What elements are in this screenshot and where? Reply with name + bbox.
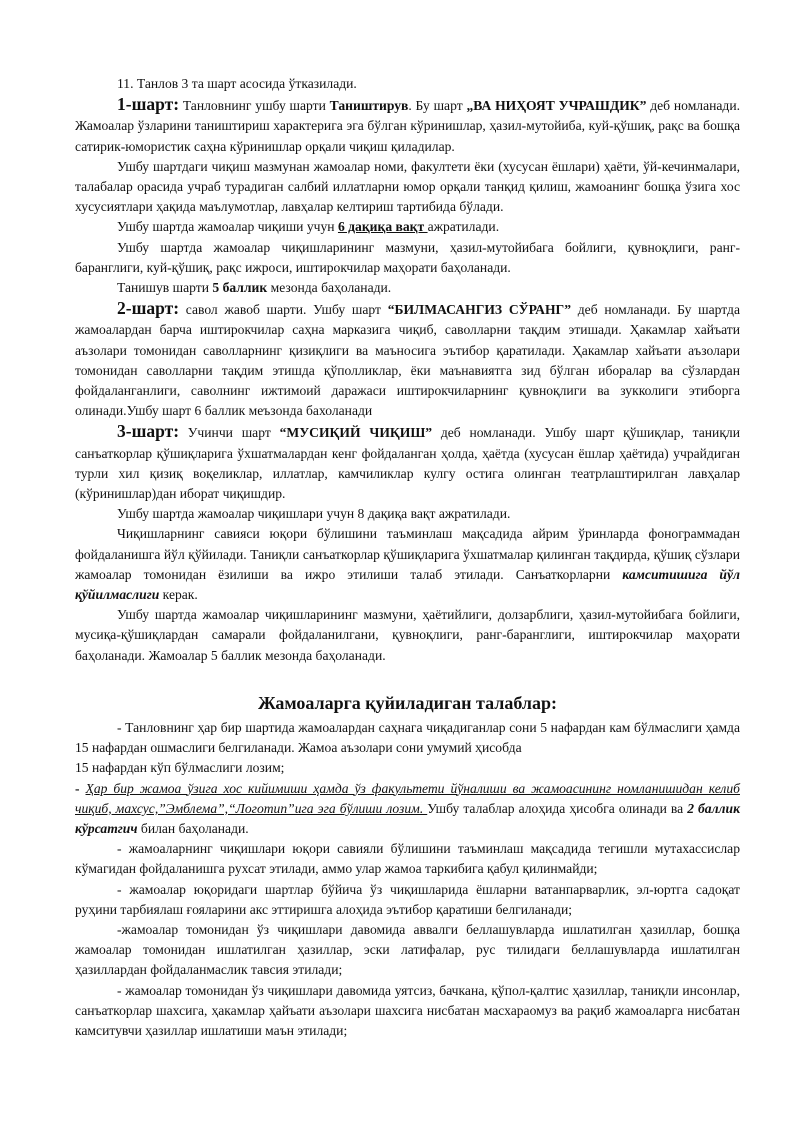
text-run: Танловнинг ушбу шарти — [179, 98, 330, 114]
text-run: савол жавоб шарти. Ушбу шарт — [179, 302, 388, 318]
score-text: 2 баллик кўрсатгич — [75, 800, 740, 836]
requirement-2-paragraph — [75, 779, 740, 840]
condition-3-phonogram-paragraph — [75, 524, 740, 605]
condition-1-name: Таништирув — [329, 98, 409, 114]
text-run: Учинчи шарт — [179, 425, 280, 441]
text-run: деб номланади. Жамоалар ўзларини таништириш характерига эга бўлган кўринишлар, ҳазил-мутойиба, куй-қўшиқ, рақс ва бошқа сатирик-юмористик саҳна кўринишлар орқали чиқиш қиладилар. — [75, 98, 741, 154]
condition-3-heading: 3-шарт: — [117, 421, 180, 442]
condition-2-title: “БИЛМАСАНГИЗ СЎРАНГ” — [387, 302, 572, 318]
condition-1-title: „ВА НИҲОЯТ УЧРАШДИК” — [466, 98, 647, 114]
text-run: мезонда баҳоланади. — [267, 280, 392, 296]
requirement-6-paragraph: - жамоалар томонидан ўз чиқишлари давомида уятсиз, бачкана, қўпол-қалтис ҳазиллар, таниқли инсонлар, санъаткорлар шахсига, ҳакамлар ҳайъати аъзолари шахсига нисбатан масхараомуз ва рақиб жамоаларга нисбатан камситувчи ҳазиллар ишлатиши маън этилади; — [75, 982, 740, 1038]
text-run: Танишув шарти — [117, 280, 213, 296]
time-limit-text: 6 дақиқа вақт — [337, 219, 428, 235]
text-run: деб номланади. Бу шартда жамоалардан барча иштирокчилар саҳна марказига чиқиб, саволларни тақдим этишади. Ҳакамлар хайъати аъзолари томонидан саволларнинг қизиқлиги ва маъносига эътибор қаратилади. Ҳакамлар хайъати аъзолари томонидан саволларни тақдим этишда қўполликлар, ёки маънавиятга зид бўлган иборалар ва сўзлардан фойдаланганлиги, саволнинг ижтимоий даражаси иштирокчиларнинг қувноқлиги ва зукколиги этиборга олинади.Ушбу шарт 6 баллик меъзонда бахоланади — [75, 302, 741, 419]
condition-3-title: “МУСИҚИЙ ЧИҚИШ” — [279, 425, 433, 441]
requirements-title: Жамоаларга қуйиладиган талаблар: — [257, 692, 558, 713]
condition-1-heading: 1-шарт: — [117, 94, 180, 115]
condition-1-time-paragraph — [75, 217, 740, 237]
condition-1-paragraph — [75, 94, 740, 157]
requirement-4-paragraph: - жамоалар юқоридаги шартлар бўйича ўз чиқишларида ёшларни ватанпарварлик, эл-юртга садоқат руҳини тарбиялаш ғояларини акс эттиришга алоҳида эътибор қаратиши белгиланади; — [75, 881, 740, 917]
condition-2-heading: 2-шарт: — [117, 298, 180, 319]
intro-paragraph: 11. Танлов 3 та шарт асосида ўтказилади. — [117, 76, 357, 91]
text-run: деб номланади. Ушбу шарт қўшиқлар, таниқли санъаткорлар қўшиқларига ўхшатмалардан кенг фойдаланган ҳолда, ҳаётда (хусусан ёшлар ҳаётида) учрайдиган турли хил қизиқ воқеликлар, иллатлар, камчиликлар кулгу остига олинган театрлаштирилган лавҳалар (кўринишлар)дан иборат чиқишдир. — [75, 425, 740, 502]
text-run: билан баҳоланади. — [137, 820, 249, 836]
condition-3-paragraph — [75, 421, 740, 504]
requirement-1-continuation: 15 нафардан кўп бўлмаслиги лозим; — [75, 760, 285, 776]
requirement-3-paragraph: - жамоаларнинг чиқишлари юқори савияли бўлишини таъминлаш мақсадида тегишли мутахассислар кўмагидан фойдаланишга рухсат этилади, аммо улар жамоа таркибига қабул қилинмайди; — [75, 841, 740, 877]
text-run: Чиқишларнинг савияси юқори бўлишини таъминлаш мақсадида айрим ўринларда фонограммадан фойдаланишга йўл қўйилади. Таниқли санъаткорлар қўшиқларига ўхшатмалар қилинган тақдирда, қўшиқ сўзлари жамоалар томонидан ёзилиши ва ижро этилиши талаб этилади. Санъаткорларни — [75, 526, 740, 582]
condition-1-criteria-paragraph: Ушбу шартда жамоалар чиқишларининг мазмуни, ҳазил-мутойибага бойлиги, қувноқлиги, ранг-баранглиги, куй-қўшиқ, рақс ижроси, иштирокчилар маҳорати баҳоланади. — [75, 239, 740, 275]
text-run: . Бу шарт — [408, 98, 467, 114]
condition-1-content-paragraph: Ушбу шартдаги чиқиш мазмунан жамоалар номи, факултети ёки (хусусан ёшлари) ҳаёти, ўй-кечинмалари, талабалар орасида учраб турадиган салбий иллатларни юмор орқали танқид қилиш, жамоанинг бошқа ўзига хос хусусиятлари ҳақида маълумотлар, лавҳалар келтириш тартибида бўлади. — [75, 158, 740, 215]
emphasis-text: камситишига йўл қўйилмаслиги — [75, 566, 740, 603]
condition-3-time-paragraph: Ушбу шартда жамоалар чиқишлари учун 8 дақиқа вақт ажратилади. — [117, 506, 511, 522]
condition-1-score-paragraph — [75, 278, 740, 298]
text-run: Ушбу шартда жамоалар чиқиши учун — [117, 219, 338, 235]
text-run: керак. — [159, 587, 198, 603]
condition-3-criteria-paragraph: Ушбу шартда жамоалар чиқишларининг мазмуни, ҳаётийлиги, долзарблиги, ҳазил-мутойибага бойлиги, мусиқа-қўшиқлардан самарали фойдаланилгани, қувноқлиги, ранг-баранглиги, иштирокчилар маҳорати баҳоланади. Жамоалар 5 баллик мезонда баҳоланади. — [75, 607, 740, 663]
text-run: ажратилади. — [427, 219, 500, 235]
score-text: 5 баллик — [212, 280, 268, 296]
requirement-5-paragraph: -жамоалар томонидан ўз чиқишлари давомида аввалги беллашувларда ишлатилган ҳазиллар, бошқа жамоалар томонидан ишлатилган ҳазиллар, эски латифалар, рус тилидаги беллашувларда ишлатилган ҳазиллардан фойдаланмаслик тавсия этилади; — [75, 921, 740, 978]
requirement-1-paragraph: - Танловнинг ҳар бир шартида жамоалардан саҳнага чиқадиганлар сони 5 нафардан кам бўлмаслиги ҳамда 15 нафардан ошмаслиги белгиланади. Жамоа аъзолари сони умумий ҳисобда — [75, 719, 740, 756]
text-run: Ушбу талаблар алоҳида ҳисобга олинади ва — [427, 800, 688, 816]
underlined-requirement: Ҳар бир жамоа ўзига хос кийимиши ҳамда ўз факультети йўналиши ва жамоасининг номланишидан келиб чиқиб, махсус,”Эмблема”,“Логотип”ига эга бўлиши лозим. — [75, 780, 740, 816]
dash: - — [75, 780, 86, 796]
condition-2-paragraph — [75, 298, 740, 421]
